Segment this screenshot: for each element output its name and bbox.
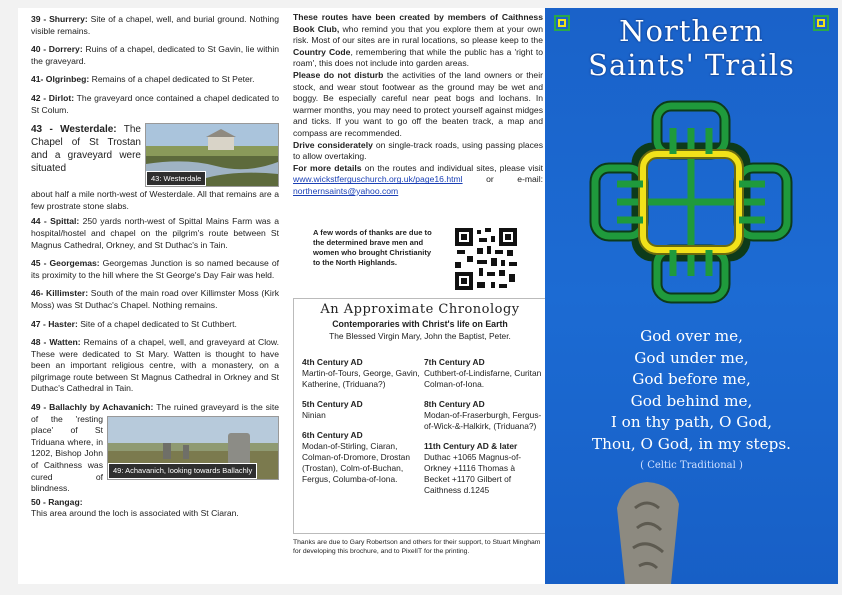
cover-panel [545, 8, 838, 584]
site-44: 44 - Spittal: 250 yards north-west of Spittal Mains Farm was a hospital/hostel and chapel on the pilgrim's route between St Magnus Cathedral, Orkney, and St Duthac's in Tain. [31, 216, 279, 250]
chronology-right-column [424, 357, 542, 505]
site-50: 50 - Rangag: This area around the loch is associated with St Ciaran. [31, 496, 239, 519]
chronology-subtitle: Contemporaries with Christ's life on Earth [332, 319, 508, 329]
sites-column [31, 14, 279, 527]
disturb-paragraph: Please do not disturb the activities of the land owners or their stock, and wear stout footwear as the ground may be wet and boggy. Be especially careful near peat bogs and lochans. In warmer months, you may need to protect yourself against midges and ticks. If you want to go off the beaten track, a map and compass are recommended. [293, 69, 543, 138]
site-46: 46- Killimster: South of the main road over Killimster Moss (Kirk Moss) was St Duthac's Chapel. Nothing remains. [31, 288, 279, 310]
details-paragraph: For more details on the routes and individual sites, please visit www.wickstferguschurch.org.uk/page16.html or e-mail: northernsaints@yahoo.com [293, 162, 544, 196]
chronology-box [293, 298, 547, 534]
century-entry: 7th Century AD Cuthbert-of-Lindisfarne, Curitan Colman-of-Iona. [424, 357, 542, 389]
site-45: 45 - Georgemas: Georgemas Junction is so named because of its proximity to the hill where the St George's Day Fair was held. [31, 258, 279, 280]
drive-paragraph: Drive considerately on single-track roads, using passing places to allow overtaking. [293, 139, 544, 162]
brochure-title-line1: Northern [619, 14, 764, 48]
website-link[interactable]: www.wickstferguschurch.org.uk/page16.html [293, 174, 463, 185]
brochure-title-line2: Saints' Trails [588, 48, 795, 82]
achavanich-caption: 49: Achavanich, looking towards Ballachly [108, 463, 257, 479]
site-41: 41- Olgrinbeg: Remains of a chapel dedicated to St Peter. [31, 74, 255, 85]
achavanich-photo [107, 416, 279, 480]
thanks-text: A few words of thanks are due to the determined brave men and women who brought Christianity to the North Highlands. [313, 228, 432, 267]
celtic-cross-knot-icon [581, 92, 801, 312]
site-47: 47 - Haster: Site of a chapel dedicated to St Cuthbert. [31, 318, 237, 329]
email-link[interactable]: northernsaints@yahoo.com [293, 185, 399, 196]
westerdale-caption: 43: Westerdale [146, 171, 206, 187]
brochure-sheet [18, 8, 838, 584]
poem: God over me, God under me, God before me, God behind me, I on thy path, O God, Thou, O God, in my steps. [592, 327, 791, 453]
century-entry: 6th Century AD Modan-of-Stirling, Ciaran, Colman-of-Dromore, Drostan (Trostan), Colm-of-Buchan, Fergus, Columba-of-Iona. [302, 430, 410, 484]
qr-code-icon[interactable] [453, 226, 519, 292]
century-entry: 11th Century AD & later Duthac +1065 Magnus-of-Orkney +1116 Thomas à Becket +1170 Gilbert of Caithness d.1245 [424, 441, 522, 495]
chronology-left-column [302, 357, 420, 494]
caution-paragraph: These routes have been created by members of Caithness Book Club, who remind you that you explore them at your own risk. Most of our sites are in rural locations, so please keep to the Country Code, remembering that while the public has a 'right to roam', this does not include into garden areas. [293, 12, 544, 69]
chronology-title: An Approximate Chronology [320, 302, 520, 317]
site-48: 48 - Watten: Remains of a chapel, well, and graveyard at Clow. These were dedicated to St Mary. Watten is thought to have been an important religious centre, with a monastery, on a pilgrimage route between St Magnus Cathedral in Orkney and St Duthac's Cathedral in Tain. [31, 337, 279, 394]
site-49: 49 - Ballachly by Achavanich: 49: Achavanich, looking towards Ballachly The ruined graveyard is the site of the 'resting place' of St Triduana where, in 1202, Bishop John of Caithness was cured of blindness. [31, 402, 279, 494]
site-43: 43: Westerdale 43 - Westerdale: The Chapel of St Trostan and a graveyard were situated about half a mile north-west of Westerdale. All that remains are a few prostrate stone slabs. [31, 124, 279, 211]
poem-credit: ( Celtic Traditional ) [640, 460, 743, 471]
site-39: 39 - Shurrery: Site of a chapel, well, and burial ground. Nothing visible remains. [31, 14, 279, 36]
site-42: 42 - Dirlot: The graveyard once contained a chapel dedicated to St Colum. [31, 92, 280, 115]
century-entry: 8th Century AD Modan-of-Fraserburgh, Fergus-of-Wick-&-Halkirk, (Triduana?) [424, 399, 542, 431]
thanks-box [293, 220, 543, 292]
site-40: 40 - Dorrery: Ruins of a chapel, dedicated to St Gavin, lie within the graveyard. [31, 44, 280, 66]
century-entry: 5th Century AD Ninian [302, 399, 363, 420]
footnote: Thanks are due to Gary Robertson and others for their support, to Stuart Mingham for developing this brochure, and to PixelIT for the printing. [293, 539, 541, 555]
carved-stone-image [595, 478, 695, 584]
info-column [293, 12, 543, 198]
chronology-subtitle2: The Blessed Virgin Mary, John the Baptist, Peter. [329, 331, 511, 341]
westerdale-photo [145, 123, 279, 187]
century-entry: 4th Century AD Martin-of-Tours, George, Gavin, Katherine, (Triduana?) [302, 357, 420, 389]
